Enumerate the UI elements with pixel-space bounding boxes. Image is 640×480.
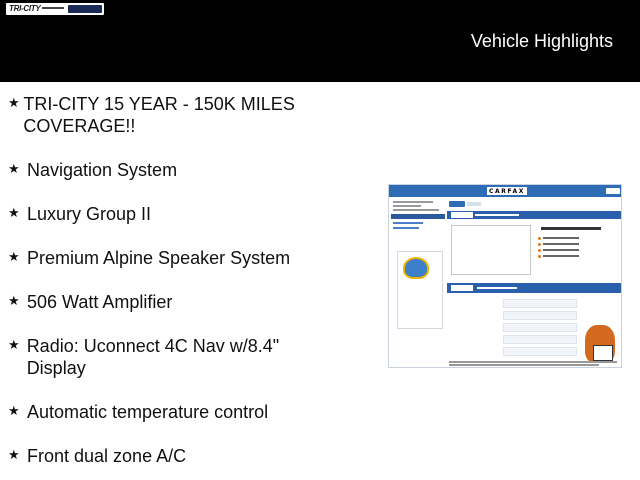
feature-item	[8, 247, 338, 269]
feature-text: Premium Alpine Speaker System	[27, 248, 291, 268]
vehicle-image-placeholder	[451, 225, 531, 275]
print-button	[606, 188, 620, 194]
feature-item	[8, 401, 338, 423]
feature-text: 506 Watt Amplifier	[27, 292, 173, 312]
carfax-vehicle-history-bar	[447, 283, 621, 293]
page-title: Vehicle Highlights	[470, 31, 613, 51]
feature-text: Automatic temperature control	[27, 402, 269, 422]
feature-text: Navigation System	[27, 160, 178, 180]
header-bar	[0, 0, 640, 82]
carfax-fox-sign-icon	[593, 345, 613, 361]
feature-item	[8, 93, 338, 137]
dealer-logo-text: TRI-CITY	[9, 4, 41, 13]
star-icon: ★	[8, 338, 20, 353]
carfax-history-header	[447, 211, 621, 219]
feature-item	[8, 203, 338, 225]
logo-tagline	[42, 7, 64, 9]
star-icon: ★	[8, 250, 20, 265]
feature-item	[8, 445, 338, 467]
carfax-logo: CARFAX	[489, 187, 525, 195]
dealer-logo[interactable]	[6, 3, 104, 15]
star-icon: ★	[8, 448, 20, 463]
carfax-badge-icon	[403, 257, 429, 279]
star-icon: ★	[8, 206, 20, 221]
star-icon: ★	[8, 162, 20, 177]
feature-text: Luxury Group II	[27, 204, 152, 224]
star-icon: ★	[8, 96, 20, 111]
logo-phone-badge	[68, 5, 102, 13]
feature-text: TRI-CITY 15 YEAR - 150K MILES COVERAGE!!	[23, 94, 295, 136]
feature-text: Radio: Uconnect 4C Nav w/8.4" Display	[26, 336, 280, 378]
carfax-tabs	[449, 201, 489, 207]
star-icon: ★	[8, 404, 20, 419]
carfax-top-bar	[389, 185, 622, 197]
carfax-sidebar-selected-item	[391, 214, 445, 219]
carfax-report-thumbnail[interactable]	[388, 184, 622, 368]
feature-text: Front dual zone A/C	[27, 446, 187, 466]
star-icon: ★	[8, 294, 20, 309]
carfax-main-panel	[447, 199, 621, 367]
feature-list	[8, 93, 338, 467]
feature-item	[8, 159, 338, 181]
feature-item	[8, 335, 338, 379]
feature-item	[8, 291, 338, 313]
carfax-sidebar	[391, 199, 445, 365]
